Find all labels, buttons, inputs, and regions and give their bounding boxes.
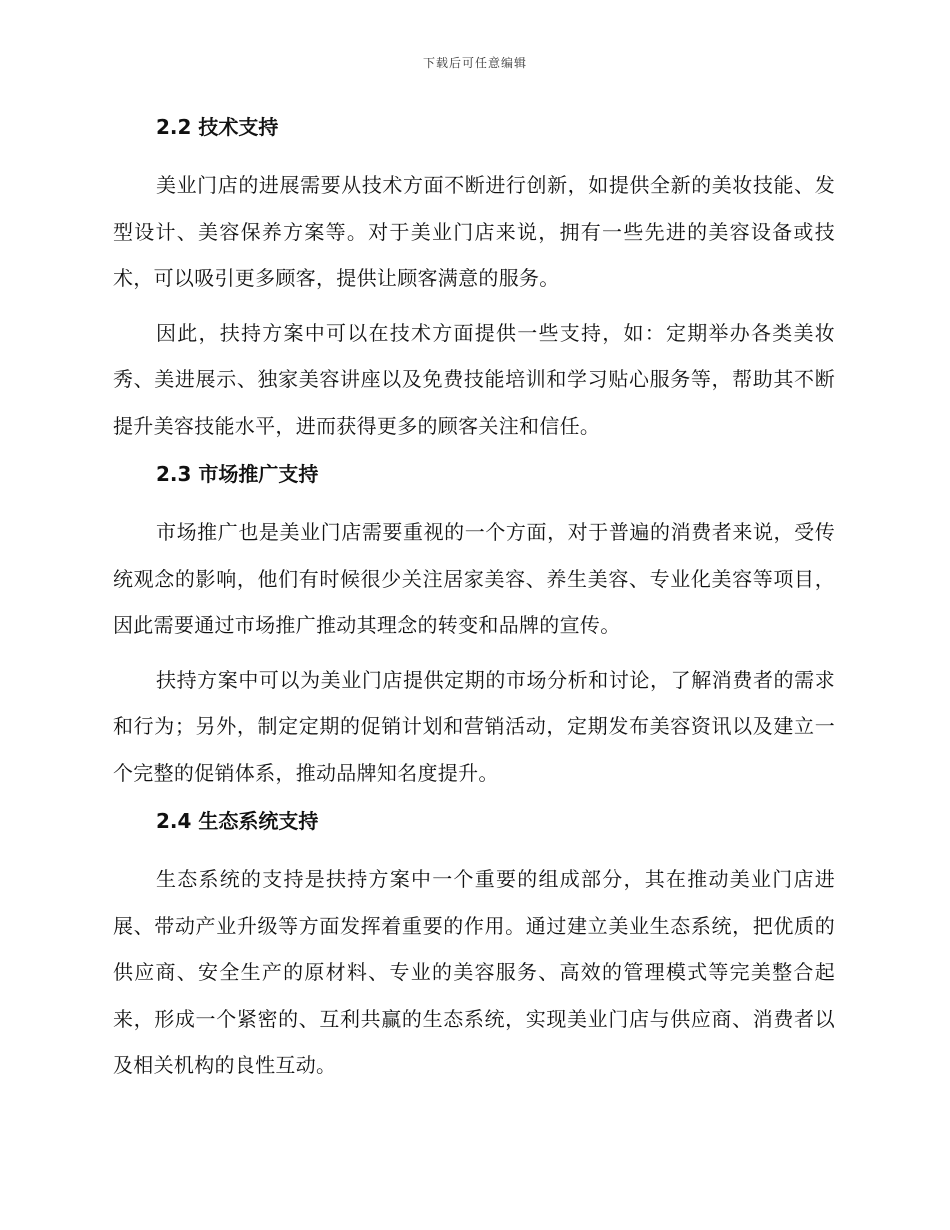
section-title: 2.3 市场推广支持 xyxy=(156,462,319,486)
section-title: 2.2 技术支持 xyxy=(156,115,279,139)
document-body xyxy=(113,110,835,1097)
section-title: 2.4 生态系统支持 xyxy=(156,809,319,833)
paragraph: 扶持方案中可以为美业门店提供定期的市场分析和讨论，了解消费者的需求和行为；另外，制定定期的促销计划和营销活动，定期发布美容资讯以及建立一个完整的促销体系，推动品牌知名度提升。 xyxy=(113,667,835,785)
section-technical-support xyxy=(113,110,835,449)
section-market-promotion-support xyxy=(113,457,835,796)
paragraph: 因此，扶持方案中可以在技术方面提供一些支持，如：定期举办各类美妆秀、美进展示、独家美容讲座以及免费技能培训和学习贴心服务等，帮助其不断提升美容技能水平，进而获得更多的顾客关注和信任。 xyxy=(113,320,835,438)
paragraph: 美业门店的进展需要从技术方面不断进行创新，如提供全新的美妆技能、发型设计、美容保养方案等。对于美业门店来说，拥有一些先进的美容设备或技术，可以吸引更多顾客，提供让顾客满意的服务。 xyxy=(113,173,835,290)
page-header: 下载后可任意编辑 xyxy=(422,56,527,70)
section-ecosystem-support xyxy=(113,804,835,1089)
paragraph: 生态系统的支持是扶持方案中一个重要的组成部分，其在推动美业门店进展、带动产业升级等方面发挥着重要的作用。通过建立美业生态系统，把优质的供应商、安全生产的原材料、专业的美容服务、高效的管理模式等完美整合起来，形成一个紧密的、互利共赢的生态系统，实现美业门店与供应商、消费者以及相关机构的良性互动。 xyxy=(113,867,835,1077)
paragraph: 市场推广也是美业门店需要重视的一个方面，对于普遍的消费者来说，受传统观念的影响，他们有时候很少关注居家美容、养生美容、专业化美容等项目，因此需要通过市场推广推动其理念的转变和品牌的宣传。 xyxy=(113,520,835,637)
